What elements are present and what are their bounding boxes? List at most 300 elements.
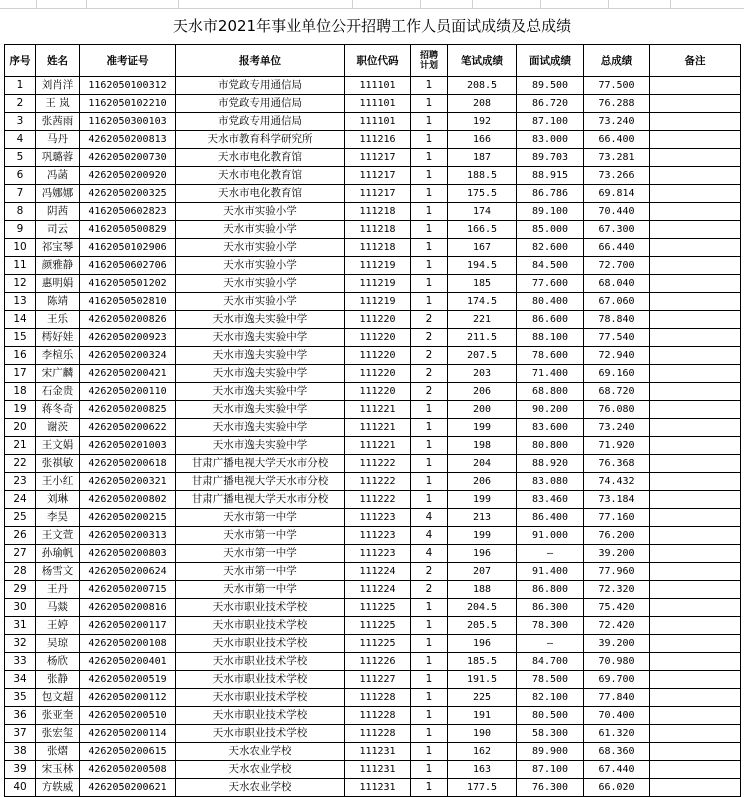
table-row xyxy=(5,149,741,167)
cell-note xyxy=(650,437,741,455)
cell-post-code: 111222 xyxy=(345,455,411,473)
cell-interview: 84.700 xyxy=(517,653,584,671)
cell-name: 张祺敏 xyxy=(36,455,80,473)
cell-written: 166 xyxy=(448,131,517,149)
cell-post-code: 111218 xyxy=(345,221,411,239)
cell-post-code: 111219 xyxy=(345,275,411,293)
cell-unit: 天水市实验小学 xyxy=(176,203,345,221)
cell-interview: 86.600 xyxy=(517,311,584,329)
cell-name: 颜雅静 xyxy=(36,257,80,275)
cell-unit: 天水市实验小学 xyxy=(176,239,345,257)
cell-post-code: 111222 xyxy=(345,491,411,509)
cell-unit: 市党政专用通信局 xyxy=(176,77,345,95)
cell-name: 张静 xyxy=(36,671,80,689)
cell-interview: 88.100 xyxy=(517,329,584,347)
cell-written: 188.5 xyxy=(448,167,517,185)
cell-name: 张宏玺 xyxy=(36,725,80,743)
cell-exam-no: 4262050200401 xyxy=(80,653,176,671)
cell-note xyxy=(650,545,741,563)
cell-name: 杨欣 xyxy=(36,653,80,671)
table-row xyxy=(5,365,741,383)
cell-post-code: 111225 xyxy=(345,635,411,653)
cell-post-code: 111219 xyxy=(345,257,411,275)
cell-plan: 1 xyxy=(411,149,448,167)
cell-post-code: 111223 xyxy=(345,527,411,545)
cell-post-code: 111231 xyxy=(345,761,411,779)
cell-post-code: 111220 xyxy=(345,347,411,365)
cell-written: 190 xyxy=(448,725,517,743)
cell-seq: 33 xyxy=(5,653,36,671)
header-total: 总成绩 xyxy=(584,45,650,77)
cell-seq: 37 xyxy=(5,725,36,743)
cell-post-code: 111222 xyxy=(345,473,411,491)
cell-note xyxy=(650,275,741,293)
cell-total: 39.200 xyxy=(584,635,650,653)
cell-plan: 1 xyxy=(411,743,448,761)
cell-exam-no: 4262050200618 xyxy=(80,455,176,473)
cell-post-code: 111216 xyxy=(345,131,411,149)
cell-unit: 天水市实验小学 xyxy=(176,257,345,275)
cell-note xyxy=(650,221,741,239)
header-seq: 序号 xyxy=(5,45,36,77)
cell-total: 77.500 xyxy=(584,77,650,95)
cell-exam-no: 4262050200816 xyxy=(80,599,176,617)
cell-post-code: 111101 xyxy=(345,113,411,131)
cell-exam-no: 4162050501202 xyxy=(80,275,176,293)
cell-written: 204.5 xyxy=(448,599,517,617)
cell-written: 221 xyxy=(448,311,517,329)
cell-name: 马丹 xyxy=(36,131,80,149)
cell-total: 76.368 xyxy=(584,455,650,473)
cell-unit: 天水市第一中学 xyxy=(176,581,345,599)
table-row xyxy=(5,203,741,221)
cell-note xyxy=(650,347,741,365)
cell-name: 陈靖 xyxy=(36,293,80,311)
cell-unit: 天水市职业技术学校 xyxy=(176,689,345,707)
cell-note xyxy=(650,527,741,545)
cell-unit: 天水市第一中学 xyxy=(176,509,345,527)
cell-total: 74.432 xyxy=(584,473,650,491)
cell-name: 吴琼 xyxy=(36,635,80,653)
cell-name: 冯娜娜 xyxy=(36,185,80,203)
cell-total: 77.540 xyxy=(584,329,650,347)
cell-seq: 35 xyxy=(5,689,36,707)
cell-written: 225 xyxy=(448,689,517,707)
header-name: 姓名 xyxy=(36,45,80,77)
table-row xyxy=(5,707,741,725)
cell-written: 200 xyxy=(448,401,517,419)
cell-interview: 83.600 xyxy=(517,419,584,437)
table-row xyxy=(5,671,741,689)
cell-exam-no: 4262050200508 xyxy=(80,761,176,779)
cell-written: 191 xyxy=(448,707,517,725)
table-row xyxy=(5,761,741,779)
cell-post-code: 111219 xyxy=(345,293,411,311)
header-plan-line1: 招聘 xyxy=(419,50,438,61)
cell-exam-no: 1162050100312 xyxy=(80,77,176,95)
header-written: 笔试成绩 xyxy=(448,45,517,77)
cell-note xyxy=(650,239,741,257)
cell-exam-no: 4262050200803 xyxy=(80,545,176,563)
table-row xyxy=(5,635,741,653)
cell-name: 谢茨 xyxy=(36,419,80,437)
cell-exam-no: 4162050502810 xyxy=(80,293,176,311)
cell-written: 167 xyxy=(448,239,517,257)
cell-total: 77.160 xyxy=(584,509,650,527)
cell-plan: 1 xyxy=(411,419,448,437)
cell-name: 司云 xyxy=(36,221,80,239)
cell-seq: 19 xyxy=(5,401,36,419)
cell-exam-no: 4262050200622 xyxy=(80,419,176,437)
cell-interview: 87.100 xyxy=(517,761,584,779)
cell-written: 213 xyxy=(448,509,517,527)
table-row xyxy=(5,257,741,275)
cell-name: 宋广麟 xyxy=(36,365,80,383)
cell-post-code: 111220 xyxy=(345,383,411,401)
cell-written: 191.5 xyxy=(448,671,517,689)
cell-note xyxy=(650,761,741,779)
cell-written: 207 xyxy=(448,563,517,581)
table-row xyxy=(5,779,741,797)
cell-total: 69.160 xyxy=(584,365,650,383)
table-row xyxy=(5,293,741,311)
cell-seq: 25 xyxy=(5,509,36,527)
cell-note xyxy=(650,581,741,599)
cell-plan: 1 xyxy=(411,671,448,689)
cell-name: 王 岚 xyxy=(36,95,80,113)
cell-unit: 市党政专用通信局 xyxy=(176,113,345,131)
table-row xyxy=(5,473,741,491)
cell-name: 李昊 xyxy=(36,509,80,527)
table-row xyxy=(5,689,741,707)
cell-written: 196 xyxy=(448,545,517,563)
cell-post-code: 111220 xyxy=(345,329,411,347)
cell-name: 孙瑜帆 xyxy=(36,545,80,563)
cell-seq: 4 xyxy=(5,131,36,149)
cell-interview: — xyxy=(517,545,584,563)
cell-name: 包文超 xyxy=(36,689,80,707)
cell-exam-no: 4262050200108 xyxy=(80,635,176,653)
cell-note xyxy=(650,257,741,275)
cell-plan: 1 xyxy=(411,473,448,491)
cell-unit: 天水市实验小学 xyxy=(176,275,345,293)
cell-note xyxy=(650,725,741,743)
cell-exam-no: 4162050602706 xyxy=(80,257,176,275)
cell-written: 199 xyxy=(448,527,517,545)
table-row xyxy=(5,617,741,635)
cell-seq: 23 xyxy=(5,473,36,491)
cell-seq: 26 xyxy=(5,527,36,545)
cell-interview: 83.080 xyxy=(517,473,584,491)
table-row xyxy=(5,329,741,347)
cell-interview: 86.800 xyxy=(517,581,584,599)
cell-note xyxy=(650,131,741,149)
table-row xyxy=(5,653,741,671)
header-row xyxy=(5,45,741,77)
table-row xyxy=(5,221,741,239)
cell-plan: 1 xyxy=(411,455,448,473)
cell-seq: 6 xyxy=(5,167,36,185)
cell-total: 75.420 xyxy=(584,599,650,617)
header-plan-line2: 计划 xyxy=(419,60,438,71)
cell-unit: 天水农业学校 xyxy=(176,779,345,797)
cell-total: 66.440 xyxy=(584,239,650,257)
cell-plan: 1 xyxy=(411,401,448,419)
cell-interview: 90.200 xyxy=(517,401,584,419)
cell-note xyxy=(650,77,741,95)
cell-interview: 78.600 xyxy=(517,347,584,365)
cell-written: 162 xyxy=(448,743,517,761)
cell-exam-no: 4262050200813 xyxy=(80,131,176,149)
cell-total: 70.980 xyxy=(584,653,650,671)
cell-interview: 85.000 xyxy=(517,221,584,239)
cell-unit: 天水市第一中学 xyxy=(176,563,345,581)
cell-seq: 18 xyxy=(5,383,36,401)
cell-total: 76.200 xyxy=(584,527,650,545)
cell-interview: 91.000 xyxy=(517,527,584,545)
cell-seq: 11 xyxy=(5,257,36,275)
cell-note xyxy=(650,563,741,581)
cell-unit: 市党政专用通信局 xyxy=(176,95,345,113)
table-row xyxy=(5,311,741,329)
cell-total: 68.040 xyxy=(584,275,650,293)
cell-interview: 80.400 xyxy=(517,293,584,311)
table-row xyxy=(5,599,741,617)
table-row xyxy=(5,581,741,599)
cell-note xyxy=(650,779,741,797)
cell-note xyxy=(650,293,741,311)
cell-exam-no: 4262050200114 xyxy=(80,725,176,743)
cell-total: 69.700 xyxy=(584,671,650,689)
cell-written: 194.5 xyxy=(448,257,517,275)
cell-total: 73.240 xyxy=(584,113,650,131)
cell-written: 208.5 xyxy=(448,77,517,95)
cell-total: 61.320 xyxy=(584,725,650,743)
table-row xyxy=(5,491,741,509)
cell-exam-no: 4262050200325 xyxy=(80,185,176,203)
cell-plan: 1 xyxy=(411,275,448,293)
cell-plan: 1 xyxy=(411,437,448,455)
table-row xyxy=(5,113,741,131)
cell-interview: 68.800 xyxy=(517,383,584,401)
cell-plan: 2 xyxy=(411,329,448,347)
header-unit: 报考单位 xyxy=(176,45,345,77)
cell-unit: 天水市逸夫实验中学 xyxy=(176,383,345,401)
cell-seq: 36 xyxy=(5,707,36,725)
cell-unit: 天水市逸夫实验中学 xyxy=(176,437,345,455)
table-row xyxy=(5,383,741,401)
results-table xyxy=(4,44,741,797)
cell-written: 199 xyxy=(448,419,517,437)
cell-unit: 天水市职业技术学校 xyxy=(176,635,345,653)
cell-interview: 86.786 xyxy=(517,185,584,203)
cell-post-code: 111226 xyxy=(345,653,411,671)
cell-note xyxy=(650,383,741,401)
cell-unit: 甘肃广播电视大学天水市分校 xyxy=(176,473,345,491)
cell-plan: 1 xyxy=(411,185,448,203)
cell-note xyxy=(650,113,741,131)
cell-total: 69.814 xyxy=(584,185,650,203)
table-row xyxy=(5,455,741,473)
cell-plan: 1 xyxy=(411,239,448,257)
cell-name: 宋玉林 xyxy=(36,761,80,779)
cell-plan: 1 xyxy=(411,617,448,635)
cell-unit: 天水市电化教育馆 xyxy=(176,185,345,203)
cell-post-code: 111228 xyxy=(345,725,411,743)
cell-post-code: 111231 xyxy=(345,779,411,797)
cell-post-code: 111217 xyxy=(345,149,411,167)
cell-seq: 34 xyxy=(5,671,36,689)
cell-plan: 1 xyxy=(411,725,448,743)
cell-post-code: 111217 xyxy=(345,167,411,185)
cell-post-code: 111101 xyxy=(345,95,411,113)
cell-unit: 天水市职业技术学校 xyxy=(176,653,345,671)
cell-unit: 天水市电化教育馆 xyxy=(176,167,345,185)
cell-seq: 24 xyxy=(5,491,36,509)
cell-seq: 12 xyxy=(5,275,36,293)
cell-written: 198 xyxy=(448,437,517,455)
page-title: 天水市2021年事业单位公开招聘工作人员面试成绩及总成绩 xyxy=(172,17,572,35)
table-row xyxy=(5,275,741,293)
cell-note xyxy=(650,311,741,329)
cell-exam-no: 4162050102906 xyxy=(80,239,176,257)
cell-note xyxy=(650,167,741,185)
cell-note xyxy=(650,185,741,203)
cell-name: 方轶威 xyxy=(36,779,80,797)
cell-interview: 82.100 xyxy=(517,689,584,707)
header-interview: 面试成绩 xyxy=(517,45,584,77)
cell-note xyxy=(650,707,741,725)
cell-total: 39.200 xyxy=(584,545,650,563)
cell-post-code: 111224 xyxy=(345,581,411,599)
cell-exam-no: 4262050200510 xyxy=(80,707,176,725)
cell-unit: 天水市第一中学 xyxy=(176,527,345,545)
cell-post-code: 111217 xyxy=(345,185,411,203)
cell-plan: 1 xyxy=(411,599,448,617)
cell-post-code: 111231 xyxy=(345,743,411,761)
cell-interview: 86.400 xyxy=(517,509,584,527)
cell-name: 王文娟 xyxy=(36,437,80,455)
cell-post-code: 111228 xyxy=(345,707,411,725)
cell-name: 巩璐蓉 xyxy=(36,149,80,167)
cell-note xyxy=(650,419,741,437)
cell-total: 73.240 xyxy=(584,419,650,437)
cell-interview: 80.500 xyxy=(517,707,584,725)
header-plan xyxy=(411,45,448,77)
cell-note xyxy=(650,203,741,221)
cell-interview: 86.300 xyxy=(517,599,584,617)
cell-post-code: 111220 xyxy=(345,311,411,329)
cell-unit: 天水市职业技术学校 xyxy=(176,617,345,635)
cell-unit: 天水市职业技术学校 xyxy=(176,707,345,725)
cell-post-code: 111228 xyxy=(345,689,411,707)
cell-note xyxy=(650,743,741,761)
cell-written: 204 xyxy=(448,455,517,473)
cell-name: 冯菡 xyxy=(36,167,80,185)
cell-exam-no: 4262050200715 xyxy=(80,581,176,599)
cell-plan: 1 xyxy=(411,203,448,221)
cell-exam-no: 4262050200920 xyxy=(80,167,176,185)
cell-total: 78.840 xyxy=(584,311,650,329)
cell-name: 李楦乐 xyxy=(36,347,80,365)
cell-post-code: 111224 xyxy=(345,563,411,581)
cell-interview: 89.100 xyxy=(517,203,584,221)
cell-interview: 89.500 xyxy=(517,77,584,95)
cell-total: 77.960 xyxy=(584,563,650,581)
cell-plan: 1 xyxy=(411,635,448,653)
cell-note xyxy=(650,653,741,671)
cell-seq: 22 xyxy=(5,455,36,473)
cell-interview: 71.400 xyxy=(517,365,584,383)
cell-exam-no: 4262050200802 xyxy=(80,491,176,509)
table-row xyxy=(5,239,741,257)
cell-total: 76.288 xyxy=(584,95,650,113)
cell-note xyxy=(650,365,741,383)
cell-written: 205.5 xyxy=(448,617,517,635)
cell-seq: 27 xyxy=(5,545,36,563)
cell-unit: 天水农业学校 xyxy=(176,761,345,779)
cell-plan: 4 xyxy=(411,527,448,545)
cell-name: 王丹 xyxy=(36,581,80,599)
cell-exam-no: 4262050200730 xyxy=(80,149,176,167)
cell-plan: 1 xyxy=(411,491,448,509)
cell-unit: 甘肃广播电视大学天水市分校 xyxy=(176,455,345,473)
cell-seq: 15 xyxy=(5,329,36,347)
cell-seq: 7 xyxy=(5,185,36,203)
cell-plan: 1 xyxy=(411,779,448,797)
cell-plan: 1 xyxy=(411,257,448,275)
cell-unit: 天水市逸夫实验中学 xyxy=(176,419,345,437)
cell-post-code: 111221 xyxy=(345,419,411,437)
table-row xyxy=(5,401,741,419)
cell-note xyxy=(650,95,741,113)
cell-note xyxy=(650,689,741,707)
cell-seq: 16 xyxy=(5,347,36,365)
cell-name: 刘琳 xyxy=(36,491,80,509)
cell-total: 72.420 xyxy=(584,617,650,635)
cell-note xyxy=(650,149,741,167)
cell-interview: 89.900 xyxy=(517,743,584,761)
cell-interview: 84.500 xyxy=(517,257,584,275)
cell-exam-no: 4262050200117 xyxy=(80,617,176,635)
cell-plan: 1 xyxy=(411,293,448,311)
cell-note xyxy=(650,617,741,635)
cell-total: 70.440 xyxy=(584,203,650,221)
cell-plan: 2 xyxy=(411,563,448,581)
cell-interview: 91.400 xyxy=(517,563,584,581)
cell-total: 76.080 xyxy=(584,401,650,419)
cell-unit: 天水市逸夫实验中学 xyxy=(176,365,345,383)
table-row xyxy=(5,131,741,149)
cell-note xyxy=(650,491,741,509)
cell-seq: 13 xyxy=(5,293,36,311)
cell-total: 67.440 xyxy=(584,761,650,779)
cell-total: 72.700 xyxy=(584,257,650,275)
table-row xyxy=(5,437,741,455)
cell-seq: 39 xyxy=(5,761,36,779)
cell-total: 72.940 xyxy=(584,347,650,365)
cell-seq: 30 xyxy=(5,599,36,617)
cell-plan: 1 xyxy=(411,689,448,707)
cell-note xyxy=(650,599,741,617)
cell-written: 207.5 xyxy=(448,347,517,365)
cell-plan: 1 xyxy=(411,221,448,239)
table-row xyxy=(5,725,741,743)
cell-total: 67.060 xyxy=(584,293,650,311)
cell-exam-no: 4262050200519 xyxy=(80,671,176,689)
cell-seq: 20 xyxy=(5,419,36,437)
cell-post-code: 111218 xyxy=(345,239,411,257)
